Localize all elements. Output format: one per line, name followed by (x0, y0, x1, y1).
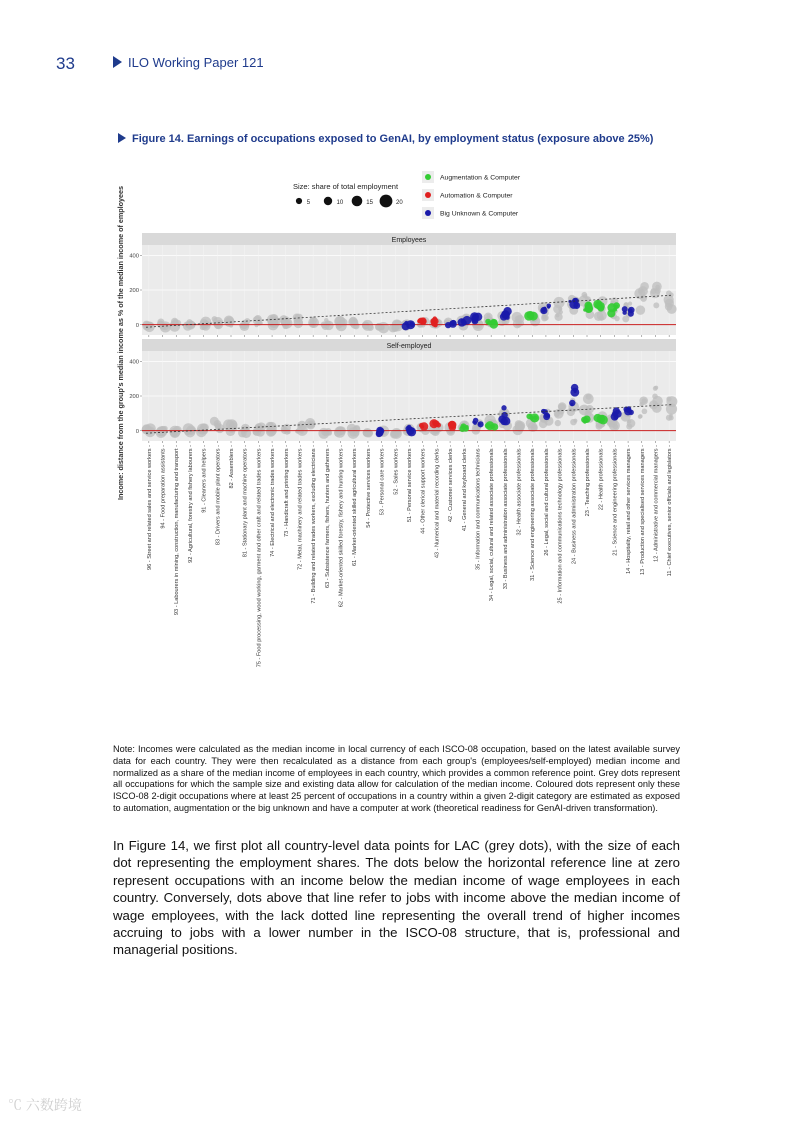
highlighted-dot (449, 423, 457, 431)
size-legend-dot (380, 195, 393, 208)
grey-dot (365, 325, 369, 329)
body-paragraph: In Figure 14, we first plot all country-level data points for LAC (grey dots), with the size of each dot representing the employment shares. The dots below the horizontal reference line at zero represent occupations with an income below the median income of wage employees in each country. Conversely, dots above that line refer to jobs with income above the median income of wage employees, with the lack dotted line representing the overall trend of higher incomes accruing to jobs with a lower number in the ISCO-08 structure, that is, professional and managerial positions. (113, 838, 680, 958)
x-tick-label: 22 - Health professionals - (598, 445, 605, 511)
grey-dot (558, 404, 566, 412)
x-tick-label: 92 - Agricultural, forestry and fishery labourers - (187, 445, 194, 563)
highlighted-dot (487, 321, 491, 325)
grey-dot (515, 421, 525, 431)
highlighted-dot (570, 388, 579, 397)
x-tick-label: 91 - Cleaners and helpers - (201, 445, 208, 513)
x-tick-label: 21 - Science and engineering professionals - (612, 445, 619, 556)
watermark-text: 六数跨境 (25, 1097, 82, 1113)
x-tick-label: 25 - Information and communications technology professionals - (557, 444, 564, 604)
highlighted-dot (598, 305, 602, 309)
highlighted-dot (459, 426, 465, 432)
y-tick-label: 200 (129, 394, 139, 401)
x-tick-label: 54 - Protective services workers - (365, 445, 372, 528)
x-tick-label: 42 - Customer services clerks - (448, 445, 455, 523)
grey-dot (518, 320, 524, 326)
x-tick-label: 71 - Building and related trades workers, excluding electricians - (311, 445, 318, 604)
grey-dot (654, 386, 658, 390)
grey-dot (308, 423, 312, 427)
legend-label: Big Unknown & Computer (440, 210, 519, 218)
grey-dot (665, 303, 673, 311)
facet-label: Employees (391, 237, 427, 244)
grey-dot (636, 305, 645, 314)
x-tick-label: 75 - Food processing, wood working, garment and other craft and related trades workers - (256, 445, 263, 668)
grey-dot (142, 322, 151, 331)
running-header (113, 55, 264, 70)
grey-dot (650, 288, 660, 298)
grey-dot (310, 317, 317, 324)
highlighted-dot (503, 307, 511, 315)
grey-dot (639, 396, 648, 405)
highlighted-dot (472, 420, 475, 423)
x-tick-label: 94 - Food preparation assistants - (160, 445, 167, 529)
highlighted-dot (527, 311, 534, 318)
x-tick-label: 62 - Market-oriented skilled forestry, fishery and hunting workers - (338, 445, 345, 608)
legend-swatch (425, 210, 431, 216)
legend-label: Automation & Computer (440, 192, 513, 200)
x-tick-label: 82 - Assemblers - (229, 445, 235, 489)
x-tick-label: 81 - Stationary plant and machine operators - (242, 445, 249, 558)
x-tick-label: 35 - Information and communications technicians - (475, 445, 482, 570)
grey-dot (336, 320, 347, 331)
x-tick-label: 52 - Sales workers - (393, 445, 400, 495)
page-number: 33 (56, 54, 75, 73)
highlighted-dot (433, 420, 440, 427)
highlighted-dot (419, 317, 426, 324)
highlighted-dot (607, 303, 616, 312)
highlighted-dot (462, 320, 466, 324)
facet-label: Self-employed (386, 343, 432, 350)
x-tick-label: 73 - Handicraft and printing workers - (283, 445, 290, 538)
size-legend-label: 10 (336, 200, 344, 206)
triangle-icon (118, 133, 126, 143)
highlighted-dot (629, 410, 634, 415)
x-tick-label: 72 - Metal, machinery and related trades workers - (297, 445, 304, 570)
grey-dot (666, 396, 671, 401)
x-tick-label: 43 - Numerical and material recording clerks - (434, 445, 441, 559)
size-legend-label: 5 (306, 200, 311, 206)
scatter-chart (110, 165, 685, 725)
size-legend-title: Size: share of total employment (293, 182, 399, 191)
highlighted-dot (628, 311, 634, 317)
x-tick-label: 83 - Drivers and mobile plant operators - (215, 445, 222, 546)
highlighted-dot (540, 307, 547, 314)
highlighted-dot (622, 306, 628, 312)
triangle-icon (113, 56, 122, 68)
grey-dot (486, 314, 490, 318)
grey-dot (223, 419, 234, 430)
highlighted-dot (471, 316, 478, 323)
grey-dot (669, 413, 673, 417)
highlighted-dot (379, 430, 384, 435)
highlighted-dot (569, 400, 575, 406)
highlighted-dot (583, 415, 590, 422)
grey-dot (215, 423, 219, 427)
highlighted-dot (612, 411, 617, 416)
size-legend-dot (296, 198, 302, 204)
highlighted-dot (529, 414, 532, 417)
highlighted-dot (500, 418, 508, 426)
grey-dot (642, 408, 648, 414)
grey-dot (652, 396, 662, 406)
grey-dot (570, 419, 577, 426)
grey-dot (653, 302, 659, 308)
x-tick-label: 11 - Chief executives, senior officials and legislators - (667, 445, 674, 577)
legend-label: Augmentation & Computer (440, 174, 521, 182)
highlighted-dot (541, 409, 546, 414)
grey-dot (639, 289, 643, 293)
highlighted-dot (445, 322, 451, 328)
grey-dot (599, 315, 604, 320)
figure-title (118, 133, 653, 145)
grey-dot (183, 321, 193, 331)
legend-swatch (425, 174, 431, 180)
grey-dot (626, 423, 632, 429)
grey-dot (553, 305, 562, 314)
size-legend-label: 15 (366, 200, 373, 206)
grey-dot (156, 427, 167, 438)
watermark-logo: ℃ 六数跨境 (8, 1097, 82, 1113)
y-axis-label: Income: distance from the group's median income as % of the median income of employees (116, 185, 125, 501)
legend-swatch (425, 192, 431, 198)
size-legend-label: 20 (396, 200, 403, 206)
grey-dot (554, 313, 562, 321)
grey-dot (543, 315, 549, 321)
x-tick-label: 23 - Teaching professionals - (585, 445, 591, 517)
highlighted-dot (501, 405, 506, 410)
highlighted-dot (485, 423, 491, 429)
highlighted-dot (410, 322, 415, 327)
highlighted-dot (544, 413, 549, 418)
y-tick-label: 0 (135, 322, 139, 329)
grey-dot (583, 294, 587, 298)
grey-dot (353, 426, 361, 434)
grey-dot (609, 420, 620, 431)
x-tick-label: 51 - Personal service workers - (407, 445, 413, 523)
x-tick-label: 33 - Business and administration associate professionals - (502, 445, 509, 590)
highlighted-dot (431, 317, 439, 325)
y-tick-label: 0 (135, 428, 139, 435)
grey-dot (614, 316, 619, 321)
grey-dot (254, 315, 262, 323)
highlighted-dot (407, 427, 416, 436)
x-tick-label: 44 - Other clerical support workers - (420, 445, 427, 534)
grey-dot (622, 315, 629, 322)
x-tick-label: 61 - Market-oriented skilled agricultural workers - (352, 445, 359, 566)
highlighted-dot (477, 421, 483, 427)
grey-dot (433, 429, 438, 434)
x-tick-label: 14 - Hospitality, retail and other services managers - (626, 445, 633, 574)
grey-dot (284, 428, 290, 434)
x-tick-label: 26 - Legal, social and cultural professionals - (543, 445, 550, 556)
grey-dot (634, 288, 645, 299)
x-tick-label: 32 - Health associate professionals - (516, 445, 523, 536)
grey-dot (555, 420, 561, 426)
grey-dot (279, 315, 288, 324)
x-tick-label: 53 - Personal care workers - (379, 445, 386, 516)
x-tick-label: 31 - Science and engineering associate professionals - (530, 445, 537, 581)
grey-dot (583, 393, 594, 404)
grey-dot (270, 314, 279, 323)
highlighted-dot (547, 306, 550, 309)
figure-note: Note: Incomes were calculated as the median income in local currency of each ISCO-08 occupation, based on the latest available survey data for each country. They were then recalculated as a distance from each group's (employees/self-employed) median income and normalized as a share of the median income of employees in each country, which provides a common reference point. Grey dots represent all occupations for which the sample size and existing data allow for calculation of the median income. Coloured dots represent only these ISCO-08 2-digit occupations where at least 25 percent of occupations in a country within a given 2-digit category are estimated as exposed to automation, augmentation or the big unknown and have a computer at work (theoretical readiness for GenAI-driven transformation). (113, 744, 680, 813)
x-tick-label: 96 - Street and related sales and service workers - (146, 445, 153, 570)
grey-dot (638, 414, 642, 418)
y-tick-label: 400 (129, 253, 139, 260)
size-legend-dot (352, 196, 363, 207)
highlighted-dot (419, 424, 422, 427)
highlighted-dot (402, 322, 410, 330)
x-tick-label: 41 - General and keyboard clerks - (461, 445, 468, 532)
x-tick-label: 34 - Legal, social, cultural and related associate professionals - (489, 444, 496, 602)
grey-dot (190, 427, 195, 432)
x-tick-label: 74 - Electrical and electronic trades workers - (270, 445, 277, 557)
figure-title-text: Figure 14. Earnings of occupations exposed to GenAI, by employment status (exposure above 25%) (132, 133, 654, 145)
x-tick-label: 93 - Labourers in mining, construction, manufacturing and transport - (174, 445, 181, 616)
y-tick-label: 400 (129, 359, 139, 366)
size-legend-dot (324, 197, 332, 205)
highlighted-dot (594, 414, 602, 422)
grey-dot (253, 429, 259, 435)
x-tick-label: 63 - Subsistence farmers, fishers, hunters and gatherers - (324, 445, 331, 589)
highlighted-dot (585, 305, 593, 313)
header-title: ILO Working Paper 121 (128, 55, 264, 70)
y-tick-label: 200 (129, 288, 139, 295)
x-tick-label: 13 - Production and specialised services managers - (639, 445, 646, 575)
x-tick-label: 12 - Administrative and commercial managers - (653, 445, 660, 562)
x-tick-label: 24 - Business and administration professionals - (571, 445, 578, 565)
